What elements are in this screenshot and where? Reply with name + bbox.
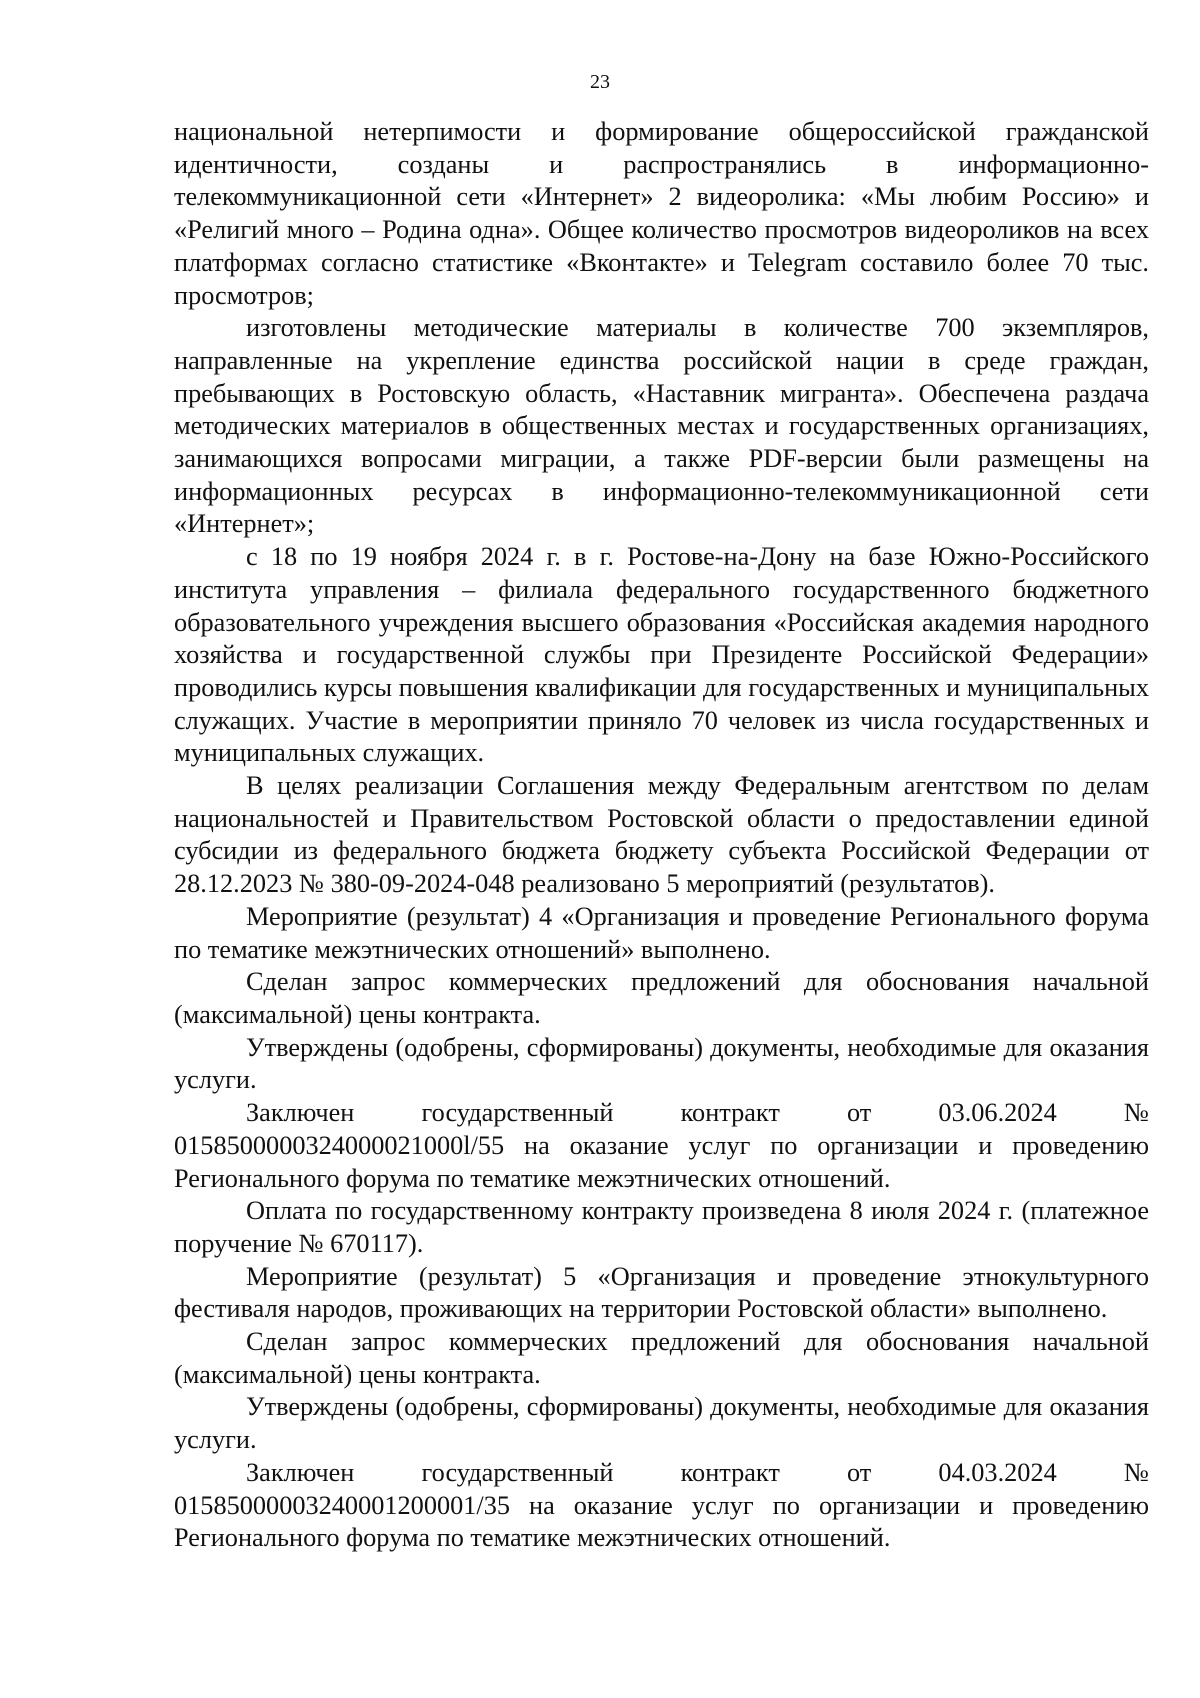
paragraph-7: Утверждены (одобрены, сформированы) документы, необходимые для оказания услуги. [174, 1032, 1149, 1095]
document-body [174, 116, 1149, 1555]
paragraph-4: В целях реализации Соглашения между Федеральным агентством по делам национальностей и Правительством Ростовской области о предоставлении единой субсидии из федерального бюджета бюджету субъекта Российской Федерации от 28.12.2023 № 380-09-2024-048 реализовано 5 мероприятий (результатов). [174, 771, 1149, 899]
page-number: 23 [590, 71, 610, 93]
paragraph-2: изготовлены методические материалы в количестве 700 экземпляров, направленные на укрепление единства российской нации в среде граждан, пребывающих в Ростовскую область, «Наставник мигранта». Обеспечена раздача методических материалов в общественных местах и государственных организациях, занимающихся вопросами миграции, а также PDF-версии были размещены на информационных ресурсах в информационно-телекоммуникационной сети «Интернет»; [174, 313, 1149, 539]
paragraph-9: Оплата по государственному контракту произведена 8 июля 2024 г. (платежное поручение № 670117). [174, 1196, 1149, 1258]
paragraph-11: Сделан запрос коммерческих предложений для обоснования начальной (максимальной) цены контракта. [174, 1327, 1149, 1389]
paragraph-8: Заключен государственный контракт от 03.06.2024 № 0158500000324000021000l/55 на оказание услуг по организации и проведению Регионального форума по тематике межэтнических отношений. [174, 1098, 1149, 1193]
paragraph-6: Сделан запрос коммерческих предложений для обоснования начальной (максимальной) цены контракта. [174, 967, 1149, 1029]
paragraph-5: Мероприятие (результат) 4 «Организация и проведение Регионального форума по тематике межэтнических отношений» выполнено. [174, 901, 1149, 964]
paragraph-13: Заключен государственный контракт от 04.03.2024 № 01585000003240001200001/35 на оказание услуг по организации и проведению Регионального форума по тематике межэтнических отношений. [174, 1457, 1149, 1553]
paragraph-10: Мероприятие (результат) 5 «Организация и проведение этнокультурного фестиваля народов, проживающих на территории Ростовской области» выполнено. [174, 1261, 1149, 1324]
paragraph-3: с 18 по 19 ноября 2024 г. в г. Ростове-на-Дону на базе Южно-Российского института управления – филиала федерального государственного бюджетного образовательного учреждения высшего образования «Российская академия народного хозяйства и государственной службы при Президенте Российской Федерации» проводились курсы повышения квалификации для государственных и муниципальных служащих. Участие в мероприятии приняло 70 человек из числа государственных и муниципальных служащих. [174, 542, 1149, 768]
paragraph-1: национальной нетерпимости и формирование общероссийской гражданской идентичности, созданы и распространялись в информационно-телекоммуникационной сети «Интернет» 2 видеоролика: «Мы любим Россию» и «Религий много – Родина одна». Общее количество просмотров видеороликов на всех платформах согласно статистике «Вконтакте» и Telegram составило более 70 тыс. просмотров; [174, 117, 1149, 310]
paragraph-12: Утверждены (одобрены, сформированы) документы, необходимые для оказания услуги. [174, 1392, 1149, 1455]
